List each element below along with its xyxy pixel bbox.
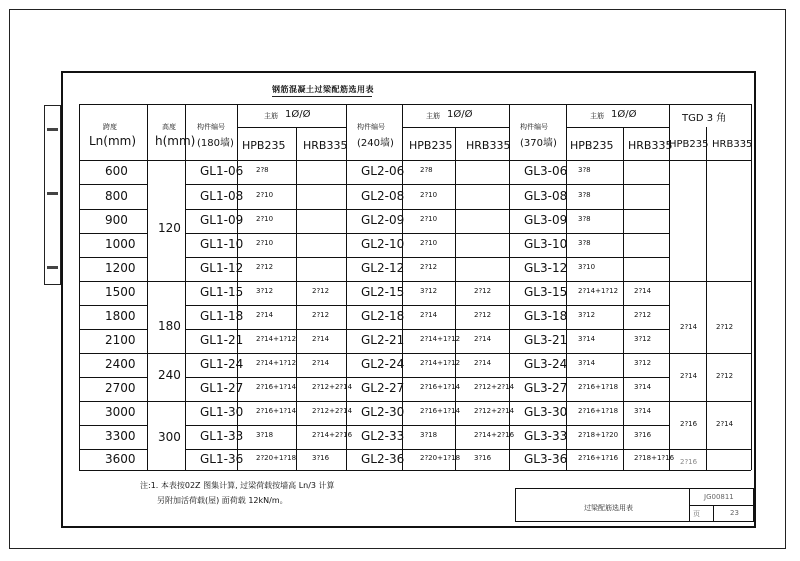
beam-code-cell: GL2-12 — [361, 261, 405, 275]
rebar-hrb-cell: 2?12+2?14 — [474, 383, 515, 391]
rebar-hpb-cell: 2?16+1?14 — [256, 383, 297, 391]
table-row — [0, 257, 800, 281]
beam-code-cell: GL3-08 — [524, 188, 568, 203]
grid-line — [237, 127, 346, 128]
rebar-hrb-cell: 2?12+2?14 — [312, 407, 353, 415]
extra-value: 2?12 — [716, 323, 734, 331]
beam-code-cell: GL1-10 — [200, 237, 244, 251]
table-row — [0, 449, 800, 470]
beam-code-cell: GL3-09 — [524, 213, 568, 227]
rebar-hpb-cell: 2?20+1?18 — [256, 453, 297, 462]
rebar-hrb-cell: 2?12 — [312, 311, 330, 319]
span-cell: 600 — [105, 164, 128, 178]
beam-code-cell: GL2-33 — [361, 429, 405, 443]
beam-no-header: 构件编号 — [197, 123, 225, 131]
rebar-hpb-cell: 3?18 — [256, 431, 274, 439]
rebar-hrb-cell: 2?14 — [474, 359, 492, 367]
extra-hpb: HPB235 — [669, 139, 709, 150]
rebar-hrb-cell: 3?12 — [634, 335, 652, 343]
grid-line — [79, 470, 751, 471]
rebar-hpb-cell: 2?8 — [420, 166, 433, 174]
title-block — [515, 488, 754, 522]
group3-hpb: HPB235 — [570, 139, 614, 152]
table-row — [0, 353, 800, 377]
rebar-hpb-cell: 2?16+1?16 — [578, 453, 619, 462]
rebar-hpb-cell: 2?14 — [256, 311, 274, 319]
title-block-page-label: 页 — [693, 510, 700, 518]
group3-width: (370墙) — [520, 138, 557, 149]
rebar-hrb-cell: 2?12+2?14 — [312, 383, 353, 391]
title-block-page: 23 — [730, 509, 739, 517]
group3-main: 主筋 — [590, 112, 604, 120]
group2-width: (240墙) — [357, 138, 394, 149]
rebar-hpb-cell: 3?8 — [578, 215, 591, 223]
beam-code-cell: GL3-10 — [524, 237, 568, 251]
rebar-hrb-cell: 2?14 — [312, 335, 330, 343]
span-cell: 900 — [105, 213, 128, 227]
rebar-hrb-cell: 3?14 — [634, 407, 652, 415]
table-row — [0, 305, 800, 329]
span-cell: 1500 — [105, 285, 136, 299]
extra-header: TGD 3 角 — [682, 113, 727, 124]
beam-code-cell: GL1-27 — [200, 381, 244, 395]
rebar-hpb-cell: 3?8 — [578, 190, 591, 199]
rebar-hrb-cell: 2?18+1?16 — [634, 453, 675, 462]
rebar-hpb-cell: 2?14+1?12 — [256, 359, 297, 367]
span-cell: 800 — [105, 188, 128, 203]
extra-value: 2?14 — [680, 323, 698, 331]
rebar-hrb-cell: 2?14+2?16 — [474, 431, 515, 439]
rebar-hpb-cell: 2?10 — [256, 190, 274, 199]
span-cell: 2100 — [105, 333, 136, 347]
span-unit: Ln(mm) — [89, 134, 137, 148]
beam-code-cell: GL2-08 — [361, 188, 405, 203]
rebar-hrb-cell: 3?14 — [634, 383, 652, 391]
rebar-hpb-cell: 2?16+1?18 — [578, 383, 619, 391]
rebar-hpb-cell: 3?12 — [578, 311, 596, 319]
rebar-hrb-cell: 3?16 — [474, 453, 492, 462]
rebar-hpb-cell: 2?16+1?18 — [578, 407, 619, 415]
extra-hrb: HRB335 — [712, 139, 753, 150]
height-cell: 240 — [158, 368, 181, 382]
rebar-hpb-cell: 2?10 — [420, 215, 438, 223]
group3-code: 1Ø/Ø — [611, 109, 637, 120]
group2-hrb: HRB335 — [466, 139, 511, 152]
rebar-hpb-cell: 3?12 — [256, 287, 274, 295]
beam-code-cell: GL3-15 — [524, 285, 568, 299]
group2-hpb: HPB235 — [409, 139, 453, 152]
beam-code-cell: GL1-24 — [200, 357, 244, 371]
rebar-hrb-cell: 2?12 — [474, 287, 492, 295]
span-header: 跨度 — [103, 123, 117, 131]
rebar-hpb-cell: 2?10 — [420, 190, 438, 199]
height-cell: 120 — [158, 221, 181, 235]
group3-hrb: HRB335 — [628, 139, 673, 152]
group1-code: 1Ø/Ø — [285, 109, 311, 120]
table-row — [0, 281, 800, 305]
rebar-hpb-cell: 3?14 — [578, 335, 596, 343]
rebar-hpb-cell: 2?18+1?20 — [578, 431, 619, 439]
title-block-name: 过梁配筋选用表 — [584, 504, 633, 512]
table-row — [0, 184, 800, 209]
rebar-hrb-cell: 2?14 — [474, 335, 492, 343]
beam-code-cell: GL2-30 — [361, 405, 405, 419]
extra-value: 2?16 — [680, 458, 698, 466]
note-line-2: 另附加活荷载(屋) 面荷载 12kN/m。 — [157, 496, 288, 505]
beam-code-cell: GL2-18 — [361, 309, 405, 323]
beam-code-cell: GL1-33 — [200, 429, 244, 443]
beam-code-cell: GL1-18 — [200, 309, 244, 323]
table-row — [0, 209, 800, 233]
beam-no-header: 构件编号 — [357, 123, 385, 131]
rebar-hpb-cell: 2?14+1?12 — [420, 335, 461, 343]
span-cell: 2400 — [105, 357, 136, 371]
extra-value: 2?16 — [680, 420, 698, 428]
span-cell: 3600 — [105, 451, 136, 466]
rebar-hrb-cell: 3?16 — [312, 453, 330, 462]
beam-code-cell: GL1-08 — [200, 188, 244, 203]
grid-line — [566, 127, 669, 128]
rebar-hpb-cell: 2?16+1?14 — [420, 383, 461, 391]
rebar-hpb-cell: 3?12 — [420, 287, 438, 295]
span-cell: 1200 — [105, 261, 136, 275]
beam-code-cell: GL1-21 — [200, 333, 244, 347]
rebar-hpb-cell: 2?12 — [256, 263, 274, 271]
title-block-code: JG00811 — [704, 493, 734, 501]
beam-code-cell: GL1-36 — [200, 451, 244, 466]
beam-code-cell: GL3-30 — [524, 405, 568, 419]
beam-code-cell: GL3-06 — [524, 164, 568, 178]
rebar-hrb-cell: 2?12+2?14 — [474, 407, 515, 415]
beam-code-cell: GL3-18 — [524, 309, 568, 323]
rebar-hrb-cell: 2?14 — [312, 359, 330, 367]
height-header: 高度 — [162, 123, 176, 131]
beam-code-cell: GL3-24 — [524, 357, 568, 371]
rebar-hpb-cell: 2?20+1?18 — [420, 453, 461, 462]
rebar-hpb-cell: 2?14 — [420, 311, 438, 319]
rebar-hrb-cell: 2?12 — [474, 311, 492, 319]
beam-code-cell: GL3-33 — [524, 429, 568, 443]
rebar-hpb-cell: 2?10 — [420, 239, 438, 247]
span-cell: 3000 — [105, 405, 136, 419]
beam-code-cell: GL1-06 — [200, 164, 244, 178]
extra-value: 2?14 — [680, 372, 698, 380]
beam-code-cell: GL3-27 — [524, 381, 568, 395]
group1-main: 主筋 — [264, 112, 278, 120]
beam-code-cell: GL2-09 — [361, 213, 405, 227]
grid-line — [79, 104, 751, 105]
beam-code-cell: GL2-21 — [361, 333, 405, 347]
beam-no-header: 构件编号 — [520, 123, 548, 131]
span-cell: 2700 — [105, 381, 136, 395]
beam-code-cell: GL3-12 — [524, 261, 568, 275]
beam-code-cell: GL1-09 — [200, 213, 244, 227]
group1-hpb: HPB235 — [242, 139, 286, 152]
span-cell: 1000 — [105, 237, 136, 251]
height-cell: 180 — [158, 319, 181, 333]
group1-width: (180墙) — [197, 138, 234, 149]
beam-code-cell: GL2-06 — [361, 164, 405, 178]
height-cell: 300 — [158, 430, 181, 444]
span-cell: 3300 — [105, 429, 136, 443]
rebar-hpb-cell: 2?16+1?14 — [420, 407, 461, 415]
rebar-hrb-cell: 3?16 — [634, 431, 652, 439]
note-line-1: 注:1. 本表按02Z 图集计算, 过梁荷载按墙高 Ln/3 计算 — [140, 481, 335, 490]
beam-code-cell: GL3-21 — [524, 333, 568, 347]
beam-code-cell: GL2-10 — [361, 237, 405, 251]
rebar-hpb-cell: 2?16+1?14 — [256, 407, 297, 415]
beam-code-cell: GL3-36 — [524, 451, 568, 466]
rebar-hrb-cell: 2?14 — [634, 287, 652, 295]
rebar-hpb-cell: 2?14+1?12 — [420, 359, 461, 367]
rebar-hpb-cell: 2?10 — [256, 215, 274, 223]
rebar-hpb-cell: 2?14+1?12 — [578, 287, 619, 295]
beam-code-cell: GL1-12 — [200, 261, 244, 275]
rebar-hrb-cell: 2?14+2?16 — [312, 431, 353, 439]
beam-code-cell: GL1-30 — [200, 405, 244, 419]
rebar-hpb-cell: 2?10 — [256, 239, 274, 247]
group2-main: 主筋 — [426, 112, 440, 120]
title-underline — [272, 96, 372, 97]
table-row — [0, 425, 800, 449]
table-row — [0, 160, 800, 184]
rebar-hpb-cell: 2?12 — [420, 263, 438, 271]
rebar-hrb-cell: 2?12 — [634, 311, 652, 319]
table-row — [0, 329, 800, 353]
extra-value: 2?14 — [716, 420, 734, 428]
extra-value: 2?12 — [716, 372, 734, 380]
side-mark — [47, 128, 58, 131]
group2-code: 1Ø/Ø — [447, 109, 473, 120]
rebar-hrb-cell: 3?12 — [634, 359, 652, 367]
table-title: 钢筋混凝土过梁配筋选用表 — [272, 85, 374, 94]
span-cell: 1800 — [105, 309, 136, 323]
rebar-hpb-cell: 3?14 — [578, 359, 596, 367]
rebar-hpb-cell: 3?10 — [578, 263, 596, 271]
beam-code-cell: GL2-36 — [361, 451, 405, 466]
table-row — [0, 377, 800, 401]
beam-code-cell: GL2-15 — [361, 285, 405, 299]
beam-code-cell: GL1-15 — [200, 285, 244, 299]
rebar-hrb-cell: 2?12 — [312, 287, 330, 295]
rebar-hpb-cell: 2?8 — [256, 166, 269, 174]
rebar-hpb-cell: 3?8 — [578, 166, 591, 174]
height-unit: h(mm) — [155, 134, 196, 148]
beam-code-cell: GL2-27 — [361, 381, 405, 395]
rebar-hpb-cell: 2?14+1?12 — [256, 335, 297, 343]
table-row — [0, 233, 800, 257]
rebar-hpb-cell: 3?8 — [578, 239, 591, 247]
beam-code-cell: GL2-24 — [361, 357, 405, 371]
rebar-hpb-cell: 3?18 — [420, 431, 438, 439]
table-row — [0, 401, 800, 425]
group1-hrb: HRB335 — [303, 139, 348, 152]
